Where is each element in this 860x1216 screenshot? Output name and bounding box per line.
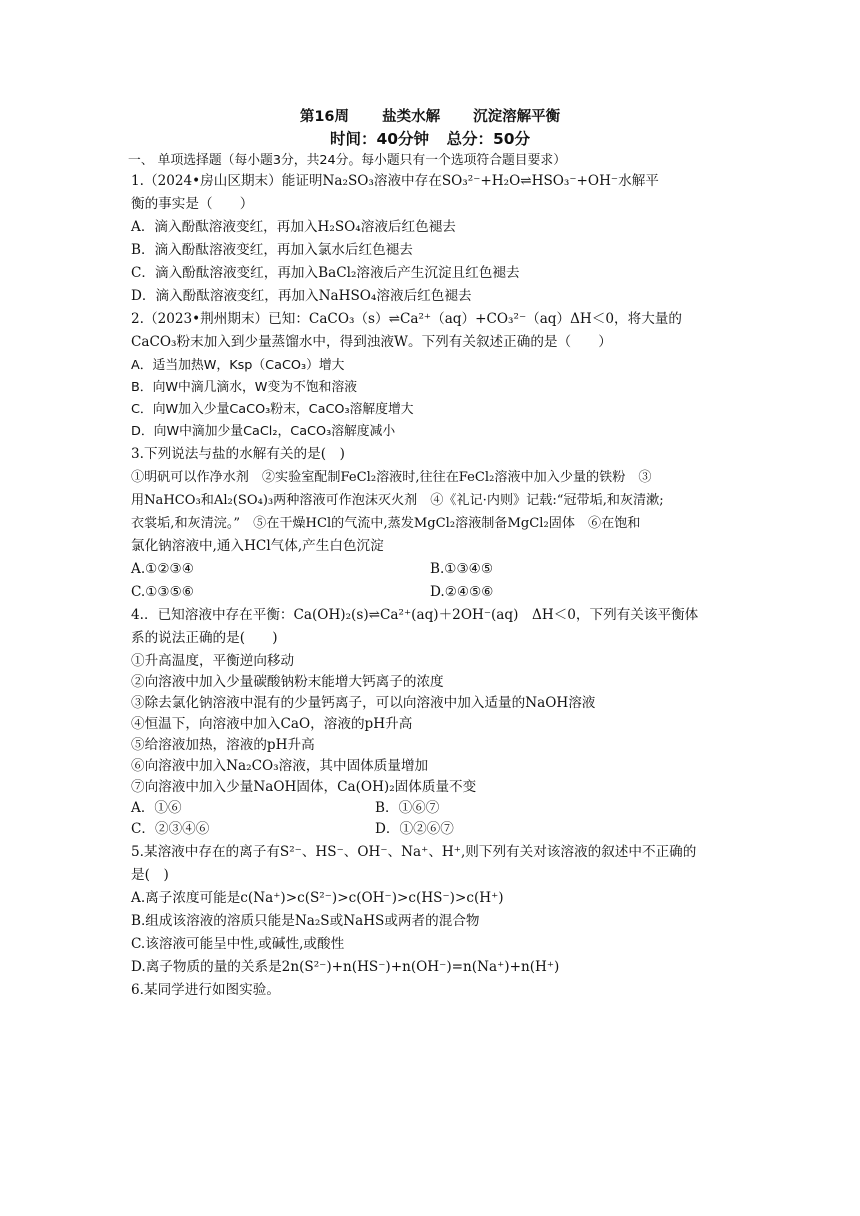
- q4-option-a: A．①⑥: [131, 800, 182, 816]
- q3-option-b: B.①③④⑤: [430, 561, 494, 577]
- q3-stem: 3.下列说法与盐的水解有关的是( ): [131, 446, 345, 462]
- page-title: [0, 105, 860, 126]
- topic-precipitation: 沉淀溶解平衡: [473, 109, 561, 125]
- q3-item-line3: 衣裳垢,和灰清浣。” ⑤在干燥HCl的气流中,蒸发MgCl₂溶液制备MgCl₂固体 ⑥在饱和: [131, 516, 641, 531]
- q2-stem-line1: 2.（2023•荆州期末）已知：CaCO₃（s）⇌Ca²⁺（aq）+CO₃²⁻（aq）ΔH＜0，将大量的: [131, 311, 682, 327]
- q3-item-line4: 氯化钠溶液中,通入HCl气体,产生白色沉淀: [131, 538, 384, 554]
- q5-option-c: C.该溶液可能呈中性,或碱性,或酸性: [131, 936, 345, 952]
- q2-option-c: C．向W加入少量CaCO₃粉末，CaCO₃溶解度增大: [131, 402, 414, 417]
- q4-statement-3: ③除去氯化钠溶液中混有的少量钙离子，可以向溶液中加入适量的NaOH溶液: [131, 695, 596, 711]
- q3-option-a: A.①②③④: [131, 561, 194, 577]
- exam-info: [0, 127, 860, 149]
- q1-option-b: B．滴入酚酞溶液变红，再加入氯水后红色褪去: [131, 242, 413, 258]
- q1-option-d: D．滴入酚酞溶液变红，再加入NaHSO₄溶液后红色褪去: [131, 288, 472, 304]
- q2-option-a: A．适当加热W，Ksp（CaCO₃）增大: [131, 358, 345, 373]
- q3-item-line1: ①明矾可以作净水剂 ②实验室配制FeCl₂溶液时,往往在FeCl₂溶液中加入少量的铁粉 ③: [131, 470, 652, 485]
- time-limit: 时间：40分钟: [329, 130, 430, 148]
- q4-statement-5: ⑤给溶液加热，溶液的pH升高: [131, 737, 315, 753]
- q3-option-c: C.①③⑤⑥: [131, 584, 194, 600]
- q5-stem-line2: 是( ): [131, 867, 169, 883]
- q6-stem: 6.某同学进行如图实验。: [131, 982, 280, 998]
- q3-item-line2: 用NaHCO₃和Al₂(SO₄)₃两种溶液可作泡沫灭火剂 ④《礼记·内则》记载:“冠带垢,和灰清漱;: [131, 493, 664, 508]
- q2-option-d: D．向W中滴加少量CaCl₂，CaCO₃溶解度减小: [131, 424, 396, 439]
- q5-option-b: B.组成该溶液的溶质只能是Na₂S或NaHS或两者的混合物: [131, 913, 480, 929]
- q4-option-b: B．①⑥⑦: [375, 800, 440, 816]
- q1-stem-line2: 衡的事实是（ ）: [131, 196, 254, 212]
- q4-statement-1: ①升高温度，平衡逆向移动: [131, 653, 295, 669]
- q1-option-a: A．滴入酚酞溶液变红，再加入H₂SO₄溶液后红色褪去: [131, 219, 456, 235]
- total-score: 总分：50分: [446, 130, 531, 148]
- q1-option-c: C．滴入酚酞溶液变红，再加入BaCl₂溶液后产生沉淀且红色褪去: [131, 265, 520, 281]
- q4-statement-6: ⑥向溶液中加入Na₂CO₃溶液，其中固体质量增加: [131, 758, 429, 774]
- week-label: 第16周: [299, 109, 350, 125]
- q5-option-d: D.离子物质的量的关系是2n(S²⁻)+n(HS⁻)+n(OH⁻)=n(Na⁺)+n(H⁺): [131, 959, 560, 975]
- q4-stem-line1: 4.．已知溶液中存在平衡：Ca(OH)₂(s)⇌Ca²⁺(aq)＋2OH⁻(aq) ΔH＜0，下列有关该平衡体: [131, 607, 699, 623]
- q4-stem-line2: 系的说法正确的是( ): [131, 630, 278, 646]
- q5-stem-line1: 5.某溶液中存在的离子有S²⁻、HS⁻、OH⁻、Na⁺、H⁺,则下列有关对该溶液的叙述中不正确的: [131, 844, 697, 860]
- q4-statement-7: ⑦向溶液中加入少量NaOH固体，Ca(OH)₂固体质量不变: [131, 779, 477, 795]
- topic-hydrolysis: 盐类水解: [382, 109, 441, 125]
- q4-statement-2: ②向溶液中加入少量碳酸钠粉末能增大钙离子的浓度: [131, 674, 444, 690]
- q4-option-d: D．①②⑥⑦: [375, 821, 454, 837]
- q4-option-c: C．②③④⑥: [131, 821, 210, 837]
- q2-stem-line2: CaCO₃粉末加入到少量蒸馏水中，得到浊液W。下列有关叙述正确的是（ ）: [131, 334, 612, 350]
- q2-option-b: B．向W中滴几滴水，W变为不饱和溶液: [131, 380, 358, 395]
- q5-option-a: A.离子浓度可能是c(Na⁺)>c(S²⁻)>c(OH⁻)>c(HS⁻)>c(H⁺): [131, 890, 504, 906]
- q3-option-d: D.②④⑤⑥: [430, 584, 494, 600]
- section-heading: 一、 单项选择题（每小题3分，共24分。每小题只有一个选项符合题目要求）: [128, 153, 566, 168]
- q1-stem-line1: 1.（2024•房山区期末）能证明Na₂SO₃溶液中存在SO₃²⁻+H₂O⇌HSO₃⁻+OH⁻水解平: [131, 173, 659, 189]
- q4-statement-4: ④恒温下，向溶液中加入CaO，溶液的pH升高: [131, 716, 413, 732]
